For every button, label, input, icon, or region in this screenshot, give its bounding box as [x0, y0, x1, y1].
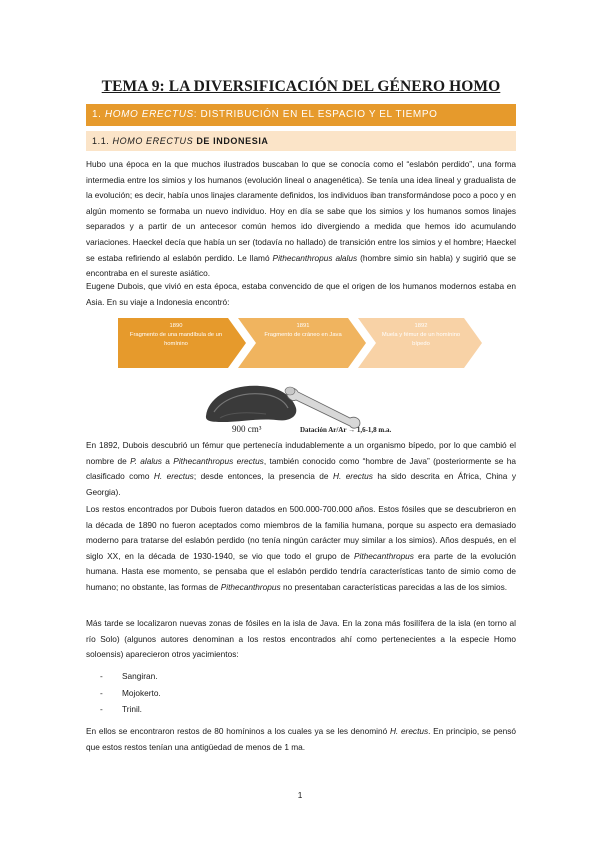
fossil-skullcap-and-femur-figure — [200, 378, 400, 436]
p3-italic-1: P. alalus — [130, 455, 162, 466]
section-italic-title: HOMO ERECTUS — [104, 109, 194, 120]
p4-italic-1: Pithecanthropus — [353, 550, 414, 561]
timeline-chevron-flow — [118, 318, 482, 368]
paragraph-5: Más tarde se localizaron nuevas zonas de fósiles en la isla de Java. En la zona más fosilífera de la isla (en torno al río Solo) (algunos autores denominan a los restos encontrados ahí como pertenecientes a la especie Homo soloensis) aparecieron otros yacimientos: — [86, 618, 516, 660]
p3-text-d: ; desde entonces, la presencia de — [193, 471, 333, 482]
p4-italic-2: Pithecanthropus — [220, 581, 281, 592]
p4-text-a: Los restos encontrados por Dubois fueron datados en 500.000-700.000 años. Estos fósiles que se descubrieron en la década de 1890 no fueron aceptados como miembros de la familia humana, porque su aspecto era demasiado moderno para tratarse del eslabón perdido (no tenía ningún carácter muy similar a los simios). Años después, en el siglo XX, en la década de 1930-1940, se vio que todo el grupo de — [86, 504, 516, 561]
timeline-text: Muela y fémur de un homínino bípedo — [381, 332, 461, 347]
timeline-step-label — [376, 322, 466, 349]
page-number: 1 — [297, 790, 303, 800]
paragraph-4 — [86, 502, 516, 596]
p6-text-b: . En principio, se pensó que estos restos tenían una antigüedad de menos de 1 ma. — [86, 726, 516, 752]
cranial-volume-caption: 900 cm³ — [232, 424, 262, 434]
list-item-text: Trinil. — [122, 704, 142, 714]
p3-italic-2: Pithecanthropus erectus — [173, 455, 264, 466]
timeline-year: 1891 — [296, 323, 310, 329]
p6-italic-1: H. erectus — [389, 726, 429, 736]
paragraph-6 — [86, 724, 516, 755]
p1-italic-1: Pithecanthropus alalus — [272, 252, 358, 263]
timeline-step-label — [256, 322, 350, 340]
list-item — [100, 701, 161, 718]
timeline-step-1892 — [358, 318, 482, 368]
subsection-number: 1.1. — [92, 136, 113, 146]
p6-text-a: En ellos se encontraron restos de 80 homíninos a los cuales ya se les denominó — [86, 726, 390, 736]
timeline-step-1891 — [238, 318, 366, 368]
site-list — [100, 668, 161, 718]
paragraph-1 — [86, 157, 516, 282]
timeline-text: Fragmento de cráneo en Java — [264, 332, 342, 338]
timeline-year: 1890 — [169, 323, 183, 329]
paragraph-2: Eugene Dubois, que vivió en esta época, estaba convencido de que el origen de los humanos modernos estaba en Asia. En su viaje a Indonesia encontró: — [86, 281, 516, 307]
p3-text-b: a — [161, 455, 174, 466]
subsection-heading-1-1 — [86, 131, 516, 151]
p3-italic-4: H. erectus — [332, 471, 373, 482]
list-bullet: - — [100, 704, 103, 714]
list-item-text: Mojokerto. — [122, 687, 161, 698]
p4-text-b: era parte de la evolución humana. Hasta ese momento, se pensaba que el eslabón perdido tendría características tanto de simio como de humano; no obstante, las formas de — [86, 550, 517, 592]
skullcap-fossil-image — [206, 386, 296, 422]
section-title-rest: : DISTRIBUCIÓN EN EL ESPACIO Y EL TIEMPO — [193, 109, 438, 120]
timeline-step-1890 — [118, 318, 246, 368]
p1-text-b: (hombre simio sin habla) y sugirió que se encontraba en el sureste asiático. — [86, 252, 516, 279]
subsection-italic-title: HOMO ERECTUS — [112, 136, 194, 146]
femur-fossil-image — [285, 387, 360, 428]
section-heading-1 — [86, 104, 516, 126]
list-item — [100, 668, 161, 685]
timeline-year: 1892 — [414, 323, 428, 329]
page-title: TEMA 9: LA DIVERSIFICACIÓN DEL GÉNERO HOMO — [101, 78, 501, 95]
list-item-text: Sangiran. — [122, 671, 158, 681]
p3-text-e: ha sido descrita en África, China y Georgia). — [86, 471, 516, 497]
p1-text-a: Hubo una época en la que muchos ilustrados buscaban lo que se conocía como el “eslabón perdido”, una forma intermedia entre los simios y los humanos (evolución lineal o anagenética). Se tenía una idea lineal y gradualista de la evolución; es decir, había unos linajes claramente definidos, los individuos iban transformándose poco a poco y en algún momento se formaba un nuevo individuo. Hoy en día se sabe que los simios y los humanos somos linajes separados y a partir de un antecesor común hemos ido divergiendo a medida que hemos ido acumulando variaciones. Haeckel decía que había un ser (todavía no hallado) de transición entre los simios y el hombre; Haeckel se estaba refiriendo al eslabón perdido. Le llamó — [86, 159, 516, 263]
timeline-step-label — [126, 322, 226, 349]
section-number: 1. — [92, 109, 105, 120]
timeline-text: Fragmento de una mandíbula de un homínino — [129, 332, 223, 347]
list-item — [100, 685, 161, 702]
p3-italic-3: H. erectus — [153, 471, 194, 482]
list-bullet: - — [100, 671, 103, 681]
dating-caption: Datación Ar/Ar → 1,6-1,8 m.a. — [300, 426, 392, 434]
list-bullet: - — [100, 687, 103, 698]
subsection-title-rest: DE INDONESIA — [193, 136, 269, 146]
p3-text-c: , también conocido como “hombre de Java” (posteriormente se ha clasificado como — [86, 455, 516, 482]
p4-text-c: no presentaban características parecidas a las de los simios. — [280, 581, 508, 592]
paragraph-3 — [86, 438, 516, 500]
p3-text-a: En 1892, Dubois descubrió un fémur que pertenecía indudablemente a un organismo bípedo, por lo que cambió el nombre de — [86, 440, 516, 466]
